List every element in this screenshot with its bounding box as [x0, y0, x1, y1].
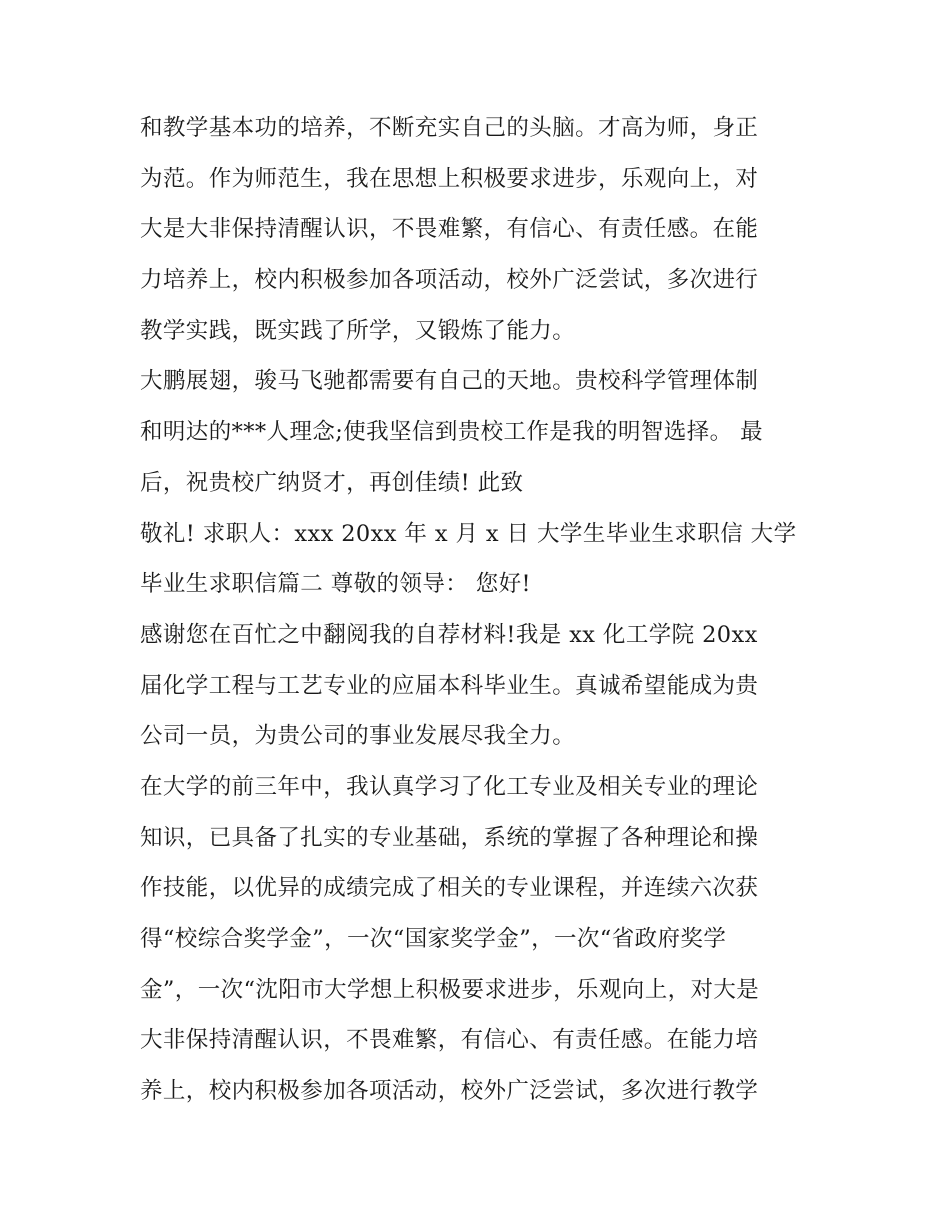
text-line: 大是大非保持清醒认识，不畏难繁，有信心、有责任感。在能 [140, 216, 759, 243]
text-line: 知识，已具备了扎实的专业基础，系统的掌握了各种理论和操 [140, 824, 759, 851]
text-line: 后，祝贵校广纳贤才，再创佳绩! 此致 [140, 469, 524, 496]
text-line: 为范。作为师范生，我在思想上积极要求进步，乐观向上，对 [140, 165, 759, 192]
text-line: 养上，校内积极参加各项活动，校外广泛尝试，多次进行教学 [140, 1078, 759, 1105]
text-line: 敬礼! 求职人：xxx 20xx 年 x 月 x 日 大学生毕业生求职信 大学 [140, 520, 797, 547]
text-line: 在大学的前三年中，我认真学习了化工专业及相关专业的理论 [140, 773, 759, 800]
text-line: 得“校综合奖学金”，一次“国家奖学金”，一次“省政府奖学 [140, 926, 727, 952]
text-line: 毕业生求职信篇二 尊敬的领导： 您好! [140, 571, 531, 598]
text-line: 大鹏展翅，骏马飞驰都需要有自己的天地。贵校科学管理体制 [140, 368, 759, 395]
body-text [140, 103, 820, 1117]
text-line: 力培养上，校内积极参加各项活动，校外广泛尝试，多次进行 [140, 267, 759, 294]
text-line: 作技能，以优异的成绩完成了相关的专业课程，并连续六次获 [140, 875, 759, 902]
text-line: 公司一员，为贵公司的事业发展尽我全力。 [140, 723, 576, 750]
text-line: 教学实践，既实践了所学，又锻炼了能力。 [140, 317, 576, 344]
text-line: 和教学基本功的培养，不断充实自己的头脑。才高为师，身正 [140, 115, 759, 141]
text-line: 和明达的***人理念;使我坚信到贵校工作是我的明智选择。 最 [140, 419, 763, 446]
text-line: 届化学工程与工艺专业的应届本科毕业生。真诚希望能成为贵 [140, 672, 759, 699]
text-line: 金”，一次“沈阳市大学想上积极要求进步，乐观向上，对大是 [140, 976, 760, 1003]
text-line: 大非保持清醒认识，不畏难繁，有信心、有责任感。在能力培 [140, 1027, 759, 1054]
text-line: 感谢您在百忙之中翻阅我的自荐材料!我是 xx 化工学院 20xx [140, 621, 758, 648]
